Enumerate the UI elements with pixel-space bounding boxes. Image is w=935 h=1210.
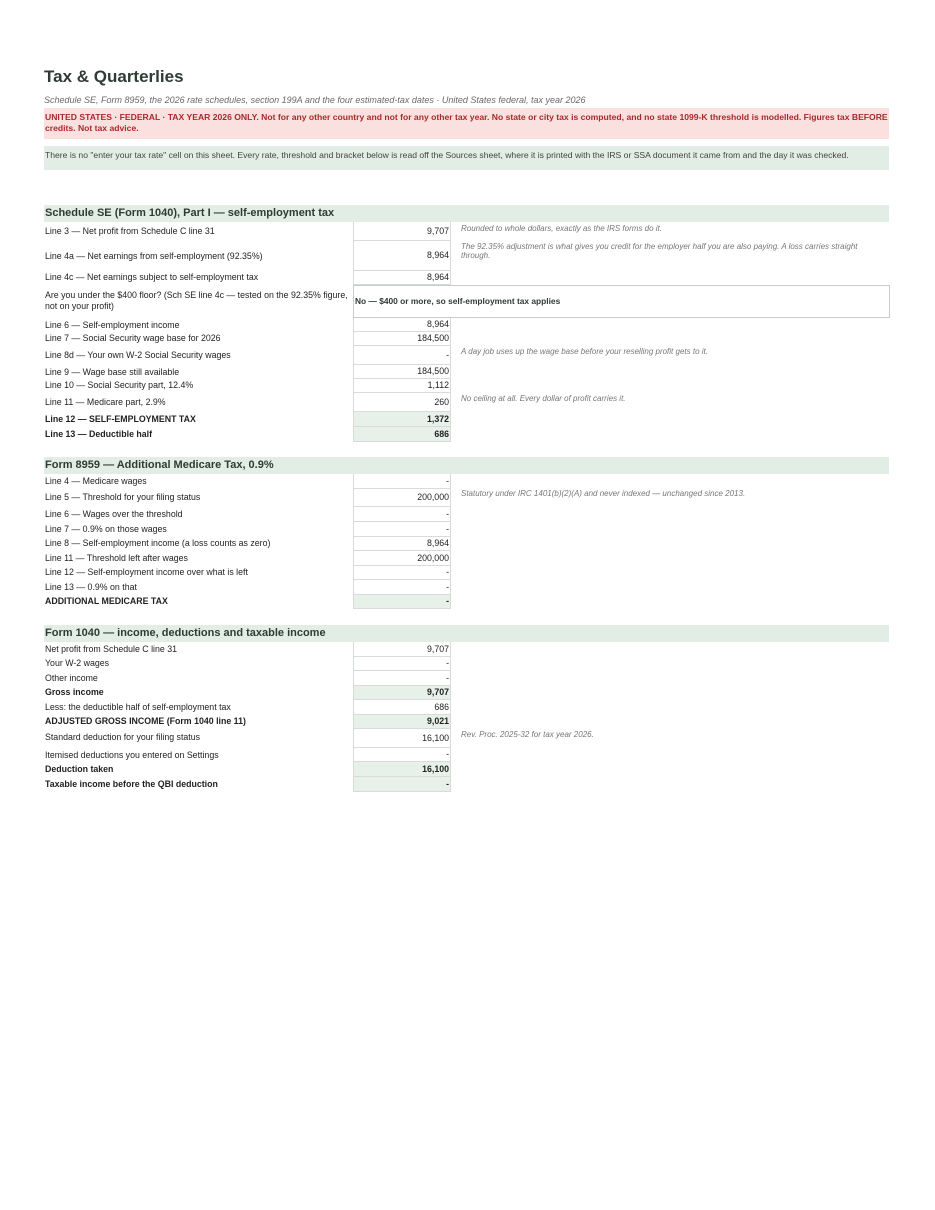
table-row	[44, 474, 889, 489]
table-row	[44, 537, 889, 551]
row-label: Other income	[45, 673, 98, 683]
scope-warning-banner: UNITED STATES · FEDERAL · TAX YEAR 2026 ONLY. Not for any other country and not for any other tax year. No state or city tax is computed, and no state 1099-K threshold is modelled. Figures tax BEFORE credits. Not tax advice.	[44, 108, 889, 139]
row-value[interactable]: -	[353, 777, 451, 792]
table-row	[44, 657, 889, 671]
form-1040-section	[44, 625, 889, 792]
row-label: Taxable income before the QBI deduction	[45, 779, 218, 789]
row-label: Line 6 — Self-employment income	[45, 320, 180, 330]
row-label: Line 10 — Social Security part, 12.4%	[45, 380, 194, 390]
row-label: Line 4a — Net earnings from self-employment (92.35%)	[45, 251, 263, 261]
row-value[interactable]: 184,500	[353, 365, 451, 379]
floor-test-answer: No — $400 or more, so self-employment tax applies	[353, 285, 890, 318]
row-value[interactable]: 9,707	[353, 642, 451, 657]
row-label: Line 12 — SELF-EMPLOYMENT TAX	[45, 414, 196, 424]
row-label: Line 7 — Social Security wage base for 2026	[45, 333, 221, 343]
row-label: Itemised deductions you entered on Settings	[45, 750, 219, 760]
row-label: Line 7 — 0.9% on those wages	[45, 524, 167, 534]
row-value[interactable]: -	[353, 474, 451, 489]
row-label: Less: the deductible half of self-employment tax	[45, 702, 231, 712]
row-value[interactable]: -	[353, 522, 451, 537]
row-value[interactable]: 260	[353, 393, 451, 412]
table-row	[44, 241, 889, 271]
additional-medicare-total-row	[44, 595, 889, 609]
tax-sheet	[44, 66, 889, 170]
table-row	[44, 271, 889, 285]
table-row	[44, 700, 889, 715]
table-row	[44, 642, 889, 657]
row-note: Rev. Proc. 2025-32 for tax year 2026.	[461, 730, 594, 739]
row-value[interactable]: 16,100	[353, 762, 451, 777]
sources-info-banner: There is no "enter your tax rate" cell on this sheet. Every rate, threshold and bracket below is read off the Sources sheet, where it is printed with the IRS or SSA document it came from and the day it was checked.	[44, 146, 889, 170]
deduction-taken-row	[44, 762, 889, 777]
row-value[interactable]: 8,964	[353, 271, 451, 285]
row-value[interactable]: 9,021	[353, 715, 451, 729]
row-value[interactable]: -	[353, 748, 451, 762]
form-8959-section	[44, 457, 889, 609]
row-value[interactable]: 8,964	[353, 241, 451, 271]
row-label: Your W-2 wages	[45, 658, 110, 668]
row-value[interactable]: 8,964	[353, 537, 451, 551]
row-value[interactable]: 9,707	[353, 222, 451, 241]
row-label: Deduction taken	[45, 764, 114, 774]
table-row	[44, 222, 889, 241]
page-title: Tax & Quarterlies	[44, 67, 184, 86]
row-note: The 92.35% adjustment is what gives you credit for the employer half you are also paying. A loss carries straight through.	[461, 242, 858, 260]
row-note: No ceiling at all. Every dollar of profit carries it.	[461, 394, 626, 403]
row-note: Rounded to whole dollars, exactly as the IRS forms do it.	[461, 224, 662, 233]
gross-income-row	[44, 686, 889, 700]
row-value[interactable]: 184,500	[353, 332, 451, 346]
form-1040-heading: Form 1040 — income, deductions and taxable income	[44, 625, 889, 642]
table-row	[44, 566, 889, 580]
table-row	[44, 580, 889, 595]
row-value[interactable]: 686	[353, 427, 451, 442]
table-row	[44, 379, 889, 393]
row-label: Net profit from Schedule C line 31	[45, 644, 178, 654]
row-value[interactable]: 9,707	[353, 686, 451, 700]
row-value[interactable]: -	[353, 671, 451, 686]
table-row	[44, 522, 889, 537]
row-label: Line 11 — Medicare part, 2.9%	[45, 397, 166, 407]
row-value[interactable]: -	[353, 507, 451, 522]
row-label: Line 6 — Wages over the threshold	[45, 509, 183, 519]
table-row	[44, 729, 889, 748]
taxable-income-row	[44, 777, 889, 792]
page-subtitle: Schedule SE, Form 8959, the 2026 rate schedules, section 199A and the four estimated-tax dates · United States federal, tax year 2026	[44, 95, 586, 105]
row-label: Line 4 — Medicare wages	[45, 476, 147, 486]
row-label: Line 3 — Net profit from Schedule C line 31	[45, 226, 215, 236]
form-8959-heading: Form 8959 — Additional Medicare Tax, 0.9%	[44, 457, 889, 474]
row-value[interactable]: -	[353, 580, 451, 595]
table-row	[44, 748, 889, 762]
floor-test-row	[44, 285, 889, 318]
table-row	[44, 346, 889, 365]
agi-row	[44, 715, 889, 729]
row-label: Line 12 — Self-employment income over what is left	[45, 567, 248, 577]
row-label: Are you under the $400 floor? (Sch SE line 4c — tested on the 92.35% figure, not on your profit)	[45, 290, 348, 311]
row-value[interactable]: -	[353, 595, 451, 609]
schedule-se-heading: Schedule SE (Form 1040), Part I — self-employment tax	[44, 205, 889, 222]
row-note: Statutory under IRC 1401(b)(2)(A) and never indexed — unchanged since 2013.	[461, 489, 746, 498]
table-row	[44, 551, 889, 566]
row-note: A day job uses up the wage base before your reselling profit gets to it.	[461, 347, 708, 356]
row-value[interactable]: 200,000	[353, 489, 451, 507]
row-value[interactable]: -	[353, 566, 451, 580]
row-label: Line 11 — Threshold left after wages	[45, 553, 188, 563]
table-row	[44, 365, 889, 379]
row-label: Line 4c — Net earnings subject to self-employment tax	[45, 272, 259, 282]
table-row	[44, 393, 889, 412]
row-label: Line 8 — Self-employment income (a loss counts as zero)	[45, 538, 271, 548]
row-label: Line 9 — Wage base still available	[45, 367, 180, 377]
table-row	[44, 489, 889, 507]
table-row	[44, 332, 889, 346]
row-label: Standard deduction for your filing status	[45, 732, 201, 742]
row-value[interactable]: 8,964	[353, 318, 451, 332]
table-row	[44, 318, 889, 332]
schedule-se-section	[44, 205, 889, 442]
row-value[interactable]: 16,100	[353, 729, 451, 748]
row-label: ADJUSTED GROSS INCOME (Form 1040 line 11)	[45, 716, 246, 726]
row-label: Line 5 — Threshold for your filing status	[45, 492, 201, 502]
row-label: Line 13 — 0.9% on that	[45, 582, 137, 592]
row-label: Gross income	[45, 687, 104, 697]
se-tax-total-row	[44, 412, 889, 427]
row-value[interactable]: -	[353, 346, 451, 365]
row-value[interactable]: 200,000	[353, 551, 451, 566]
table-row	[44, 671, 889, 686]
row-value[interactable]: 686	[353, 700, 451, 715]
row-label: Line 13 — Deductible half	[45, 429, 153, 439]
row-value[interactable]: 1,112	[353, 379, 451, 393]
table-row	[44, 507, 889, 522]
row-value[interactable]: 1,372	[353, 412, 451, 427]
row-label: Line 8d — Your own W-2 Social Security wages	[45, 350, 231, 360]
deductible-half-row	[44, 427, 889, 442]
row-label: ADDITIONAL MEDICARE TAX	[45, 596, 168, 606]
row-value[interactable]: -	[353, 657, 451, 671]
